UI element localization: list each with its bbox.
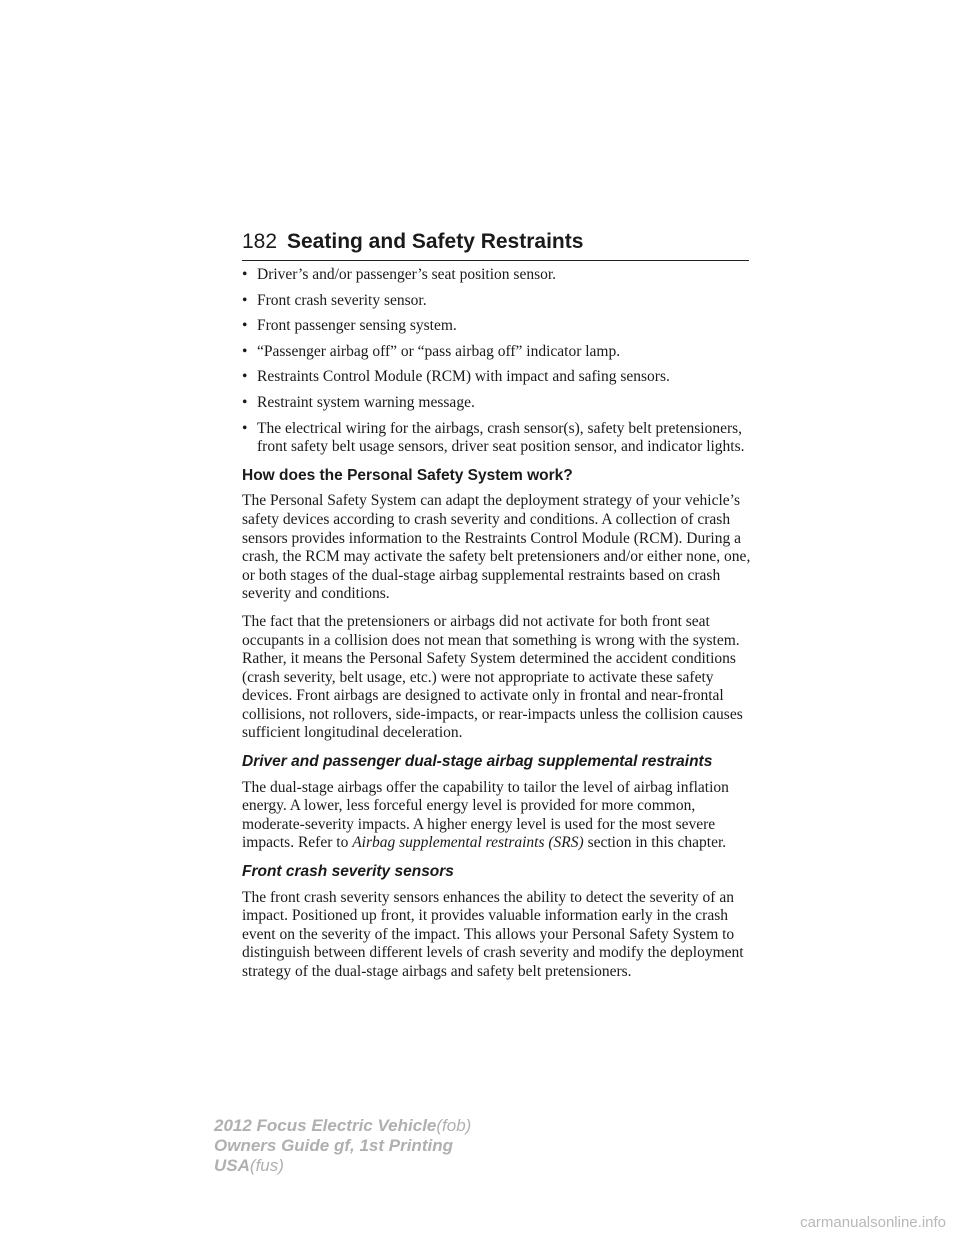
- paragraph: The dual-stage airbags offer the capability to tailor the level of airbag inflation energy. A lower, less forceful energy level is provided for more common, moderate-severity impacts. A higher energy level is used for the most severe impacts. Refer to Airbag supplemental restraints (SRS) section in this chapter.: [242, 778, 729, 852]
- footer-line: 2012 Focus Electric Vehicle(fob): [214, 1116, 472, 1135]
- bullet-icon: •: [242, 291, 248, 309]
- paragraph: The front crash severity sensors enhances the ability to detect the severity of an impact. Positioned up front, it provides valuable information early in the crash event on the severity of the impact. This allows your Personal Safety System to distinguish between different levels of crash severity and modify the deployment strategy of the dual-stage airbags and safety belt pretensioners.: [242, 888, 744, 980]
- footer-line: Owners Guide gf, 1st Printing: [214, 1136, 453, 1155]
- bullet-icon: •: [242, 393, 248, 411]
- page-title: Seating and Safety Restraints: [287, 230, 584, 253]
- bullet-icon: •: [242, 419, 248, 437]
- bullet-icon: •: [242, 266, 248, 283]
- section-reference: Airbag supplemental restraints (SRS): [352, 834, 584, 852]
- watermark: carmanualsonline.info: [800, 1214, 946, 1231]
- page-content: [242, 266, 752, 991]
- section-heading-dual-stage-airbags: Driver and passenger dual-stage airbag supplemental restraints: [242, 753, 713, 771]
- paragraph: The Personal Safety System can adapt the deployment strategy of your vehicle’s safety devices according to crash severity and conditions. A collection of crash sensors provides information to the Restraints Control Module (RCM). During a crash, the RCM may activate the safety belt pretensioners and/or either none, one, or both stages of the dual-stage airbag supplemental restraints based on crash severity and conditions.: [242, 492, 751, 603]
- page-number: 182: [242, 230, 278, 253]
- list-item: • Front passenger sensing system.: [242, 317, 457, 335]
- bullet-icon: •: [242, 342, 248, 360]
- footer-line: USA(fus): [214, 1156, 284, 1175]
- list-item: • “Passenger airbag off” or “pass airbag off” indicator lamp.: [242, 342, 621, 360]
- page-header: [242, 230, 749, 261]
- document-footer: [214, 1116, 471, 1176]
- list-item: • Front crash severity sensor.: [242, 291, 427, 309]
- list-item: • The electrical wiring for the airbags, crash sensor(s), safety belt pretensioners, front safety belt usage sensors, driver seat position sensor, and indicator lights.: [242, 419, 745, 456]
- paragraph: The fact that the pretensioners or airbags did not activate for both front seat occupants in a collision does not mean that something is wrong with the system. Rather, it means the Personal Safety System determined the accident conditions (crash severity, belt usage, etc.) were not appropriate to activate these safety devices. Front airbags are designed to activate only in frontal and near-frontal collisions, not rollovers, side-impacts, or rear-impacts unless the collision causes sufficient longitudinal deceleration.: [242, 612, 743, 742]
- bullet-icon: •: [242, 368, 248, 386]
- bullet-list: [242, 266, 752, 457]
- bullet-icon: •: [242, 317, 248, 335]
- section-heading-how-it-works: How does the Personal Safety System work?: [242, 466, 573, 484]
- list-item: • Restraints Control Module (RCM) with impact and safing sensors.: [242, 368, 670, 386]
- list-item: • Restraint system warning message.: [242, 393, 475, 411]
- section-heading-crash-severity-sensors: Front crash severity sensors: [242, 863, 454, 881]
- list-item: • Driver’s and/or passenger’s seat position sensor.: [242, 266, 557, 283]
